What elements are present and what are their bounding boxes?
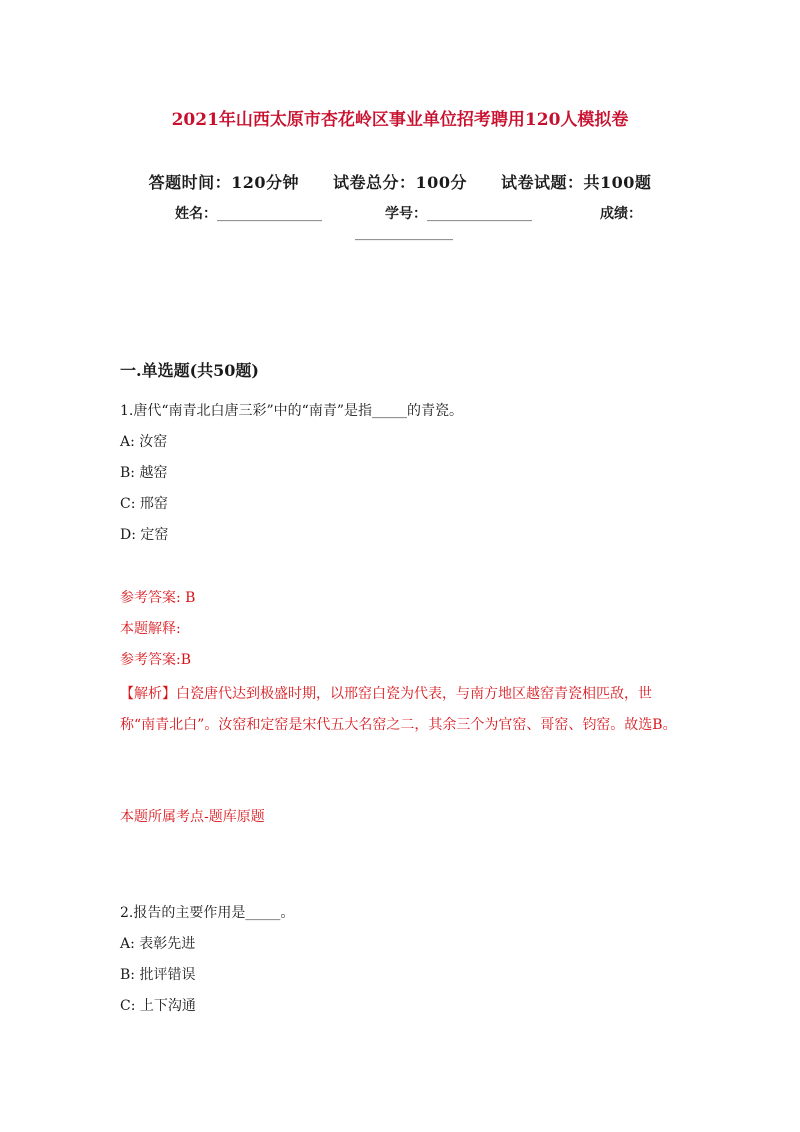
question-2-option-b: B: 批评错误 <box>120 967 196 983</box>
question-1-option-b: B: 越窑 <box>120 465 168 481</box>
exam-meta <box>0 170 800 193</box>
name-blank: _______________ <box>217 206 322 222</box>
question-2-option-c: C: 上下沟通 <box>120 998 196 1014</box>
question-1-explanation: 【解析】白瓷唐代达到极盛时期，以邢窑白瓷为代表，与南方地区越窑青瓷相匹敌，世称“南青北白”。汝窑和定窑是宋代五大名窑之二，其余三个为官窑、哥窑、钧窑。故选B。 <box>120 686 677 733</box>
question-1-answer: 参考答案: B <box>120 590 196 606</box>
exam-time: 答题时间：120分钟 <box>148 173 299 192</box>
grade-label: 成绩： <box>600 206 642 222</box>
section-title: 一.单选题(共50题) <box>120 361 259 380</box>
question-1-option-a: A: 汝窑 <box>120 434 168 450</box>
question-2-stem: 2.报告的主要作用是_____。 <box>120 905 295 921</box>
id-blank: _______________ <box>427 206 532 222</box>
question-1-stem: 1.唐代“南青北白唐三彩”中的“南青”是指_____的青瓷。 <box>120 403 463 419</box>
question-1-source: 本题所属考点-题库原题 <box>120 809 265 825</box>
id-label: 学号： <box>385 206 427 222</box>
question-1-answer-repeat: 参考答案:B <box>120 652 192 668</box>
id-field <box>385 203 532 223</box>
name-label: 姓名： <box>175 206 217 222</box>
grade-blank: ______________ <box>355 225 453 241</box>
question-1-option-c: C: 邢窑 <box>120 496 168 512</box>
question-2-option-a: A: 表彰先进 <box>120 936 196 952</box>
exam-total-score: 试卷总分：100分 <box>333 173 467 192</box>
exam-title: 2021年山西太原市杏花岭区事业单位招考聘用120人模拟卷 <box>171 110 629 130</box>
question-1-explain-label: 本题解释: <box>120 621 181 637</box>
question-1-option-d: D: 定窑 <box>120 527 169 543</box>
exam-question-count: 试卷试题：共100题 <box>501 173 652 192</box>
name-field <box>175 203 322 223</box>
